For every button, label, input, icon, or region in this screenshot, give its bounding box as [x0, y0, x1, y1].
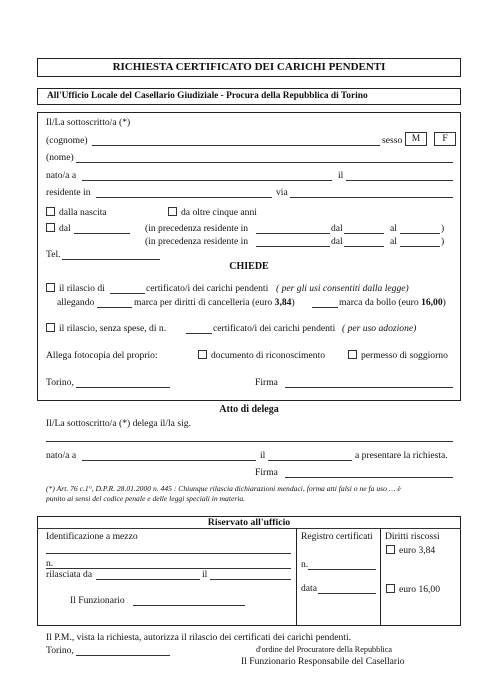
chancery-stamp-amount: 3,84 — [274, 297, 292, 308]
official-signature-field[interactable] — [133, 605, 245, 606]
previous-residence-field-2[interactable] — [256, 246, 330, 247]
previous-from-label-1: dal — [331, 223, 343, 234]
chancery-stamp-text: marca per diritti di cancelleria (euro — [134, 297, 273, 308]
since-date-label: dal — [59, 223, 71, 234]
release-checkbox[interactable] — [46, 283, 55, 292]
pm-authorization-text: Il P.M., vista la richiesta, autorizza il rilascio dei certificati dei carichi pendenti. — [46, 632, 352, 643]
fee-3-84-label: euro 3,84 — [399, 545, 436, 556]
id-document-label: documento di riconoscimento — [211, 350, 326, 361]
requests-heading: CHIEDE — [229, 261, 269, 272]
register-label: Registro certificati — [301, 531, 373, 542]
since-birth-label: dalla nascita — [59, 207, 107, 218]
register-number-field[interactable] — [308, 569, 376, 570]
attach-copy-label: Allega fotocopia del proprio: — [46, 350, 158, 361]
since-date-option[interactable] — [46, 223, 71, 234]
surname-field[interactable] — [92, 145, 380, 146]
delegation-signature-label: Firma — [255, 467, 278, 478]
place-date-field[interactable] — [76, 387, 170, 388]
place-date-label: Torino, — [46, 377, 74, 388]
birthdate-field[interactable] — [346, 180, 453, 181]
name-field[interactable] — [76, 162, 453, 163]
previous-residence-label-2: (in precedenza residente in — [145, 236, 249, 247]
pm-order-text: d'ordine del Procuratore della Repubblica — [256, 645, 393, 654]
free-release-checkbox[interactable] — [46, 323, 55, 332]
release-quantity-field[interactable] — [110, 293, 145, 294]
phone-label: Tel. — [46, 249, 61, 260]
pm-place-date-field[interactable] — [76, 655, 170, 656]
document-number-label: n. — [46, 558, 54, 569]
id-document-option[interactable] — [198, 350, 325, 361]
office-use-heading: Riservato all'ufficio — [207, 517, 291, 528]
chancery-stamp-close: ) — [291, 297, 295, 308]
chancery-stamp-quantity-field[interactable] — [97, 307, 132, 308]
free-release-certificate-label: certificato/i dei carichi pendenti — [213, 323, 336, 334]
issued-by-label: rilasciata da — [46, 569, 93, 580]
surname-label: (cognome) — [46, 135, 88, 146]
free-release-option[interactable] — [46, 323, 166, 334]
delegation-intro: Il/La sottoscritto/a (*) delega il/la sig. — [46, 418, 191, 429]
fee-16-label: euro 16,00 — [399, 584, 441, 595]
signature-label: Firma — [255, 377, 278, 388]
fee-16-option[interactable] — [386, 584, 440, 595]
release-label: il rilascio di — [59, 283, 105, 294]
delegation-heading: Atto di delega — [219, 404, 279, 415]
residence-permit-label: permesso di soggiorno — [361, 350, 448, 361]
fees-label: Diritti riscossi — [385, 531, 440, 542]
sex-m-option[interactable]: M — [405, 132, 427, 146]
id-document-checkbox[interactable] — [198, 350, 207, 359]
official-label: Il Funzionario — [70, 595, 125, 606]
revenue-stamp-label — [339, 297, 446, 308]
office-use-header-divider — [37, 528, 461, 529]
previous-from-label-2: dal — [331, 236, 343, 247]
over-five-years-checkbox[interactable] — [168, 207, 177, 216]
over-five-years-label: da oltre cinque anni — [181, 207, 257, 218]
since-date-checkbox[interactable] — [46, 223, 55, 232]
pm-place-date-label: Torino, — [46, 645, 74, 656]
fee-3-84-option[interactable] — [386, 545, 435, 556]
close-paren-1: ) — [441, 223, 445, 234]
previous-to-label-1: al — [390, 223, 397, 234]
register-number-label: n. — [301, 559, 309, 570]
over-five-years-option[interactable] — [168, 207, 257, 218]
birthplace-field[interactable] — [82, 180, 332, 181]
pm-official-text: Il Funzionario Responsabile del Casellario — [241, 656, 405, 667]
since-birth-checkbox[interactable] — [46, 207, 55, 216]
release-usage-note: ( per gli usi consentiti dalla legge) — [276, 283, 409, 294]
legal-footnote-line-2: punito ai sensi del codice penale e delle leggi speciali in materia. — [46, 494, 246, 503]
residence-permit-option[interactable] — [348, 350, 448, 361]
delegate-name-field[interactable] — [46, 441, 453, 442]
birthplace-label: nato/a a — [46, 170, 77, 181]
signature-field[interactable] — [285, 387, 453, 388]
previous-from-field-1[interactable] — [344, 233, 384, 234]
residence-permit-checkbox[interactable] — [348, 350, 357, 359]
birthdate-label: il — [338, 170, 344, 181]
previous-to-label-2: al — [390, 236, 397, 247]
office-use-divider-2 — [380, 528, 381, 626]
delegate-birthplace-field[interactable] — [82, 460, 256, 461]
office-heading: All'Ufficio Locale del Casellario Giudiziale - Procura della Repubblica di Torino — [47, 91, 368, 101]
delegate-birthdate-field[interactable] — [268, 460, 352, 461]
release-option[interactable] — [46, 283, 105, 294]
since-date-field[interactable] — [74, 233, 130, 234]
release-certificate-label: certificato/i dei carichi pendenti — [146, 283, 269, 294]
previous-to-field-1[interactable] — [400, 233, 440, 234]
name-label: (nome) — [46, 152, 74, 163]
chancery-stamp-label — [134, 297, 295, 308]
delegate-birthdate-label: il — [260, 450, 266, 461]
previous-residence-label-1: (in precedenza residente in — [145, 223, 249, 234]
register-date-label: data — [301, 583, 317, 594]
register-date-field[interactable] — [318, 593, 376, 594]
revenue-stamp-text: marca da bollo (euro — [339, 297, 419, 308]
issued-by-field[interactable] — [96, 579, 200, 580]
intro-text: Il/La sottoscritto/a (*) — [46, 117, 131, 128]
revenue-stamp-amount: 16,00 — [421, 297, 443, 308]
identification-label: Identificazione a mezzo — [46, 531, 138, 542]
legal-footnote-line-1: (*) Art. 76 c.1°, D.P.R. 28.01.2000 n. 445 : Chiunque rilascia dichiarazioni mendaci, forma atti falsi o ne fa uso … è — [46, 484, 401, 493]
delegate-purpose-text: a presentare la richiesta. — [355, 450, 448, 461]
street-field[interactable] — [290, 197, 453, 198]
previous-to-field-2[interactable] — [400, 246, 440, 247]
previous-from-field-2[interactable] — [344, 246, 384, 247]
residence-city-field[interactable] — [96, 197, 272, 198]
revenue-stamp-quantity-field[interactable] — [312, 307, 338, 308]
office-use-divider-1 — [296, 528, 297, 626]
issue-date-field[interactable] — [210, 579, 291, 580]
close-paren-2: ) — [441, 236, 445, 247]
delegation-signature-field[interactable] — [285, 477, 453, 478]
sex-label: sesso — [382, 135, 403, 146]
free-release-quantity-field[interactable] — [186, 333, 212, 334]
attaching-label: allegando — [57, 297, 95, 308]
residence-label: residente in — [46, 187, 91, 198]
since-birth-option[interactable] — [46, 207, 107, 218]
revenue-stamp-close: ) — [442, 297, 446, 308]
fee-16-checkbox[interactable] — [386, 584, 395, 593]
sex-f-option[interactable]: F — [434, 132, 456, 146]
fee-3-84-checkbox[interactable] — [386, 545, 395, 554]
phone-field[interactable] — [62, 259, 160, 260]
identification-field[interactable] — [46, 553, 291, 554]
street-label: via — [276, 187, 288, 198]
free-release-label: il rilascio, senza spese, di n. — [59, 323, 167, 334]
delegate-birthplace-label: nato/a a — [46, 450, 77, 461]
previous-residence-field-1[interactable] — [256, 233, 330, 234]
adoption-note: ( per uso adozione) — [342, 323, 417, 334]
form-title: RICHIESTA CERTIFICATO DEI CARICHI PENDENTI — [112, 61, 386, 73]
issue-date-label: il — [202, 569, 208, 580]
